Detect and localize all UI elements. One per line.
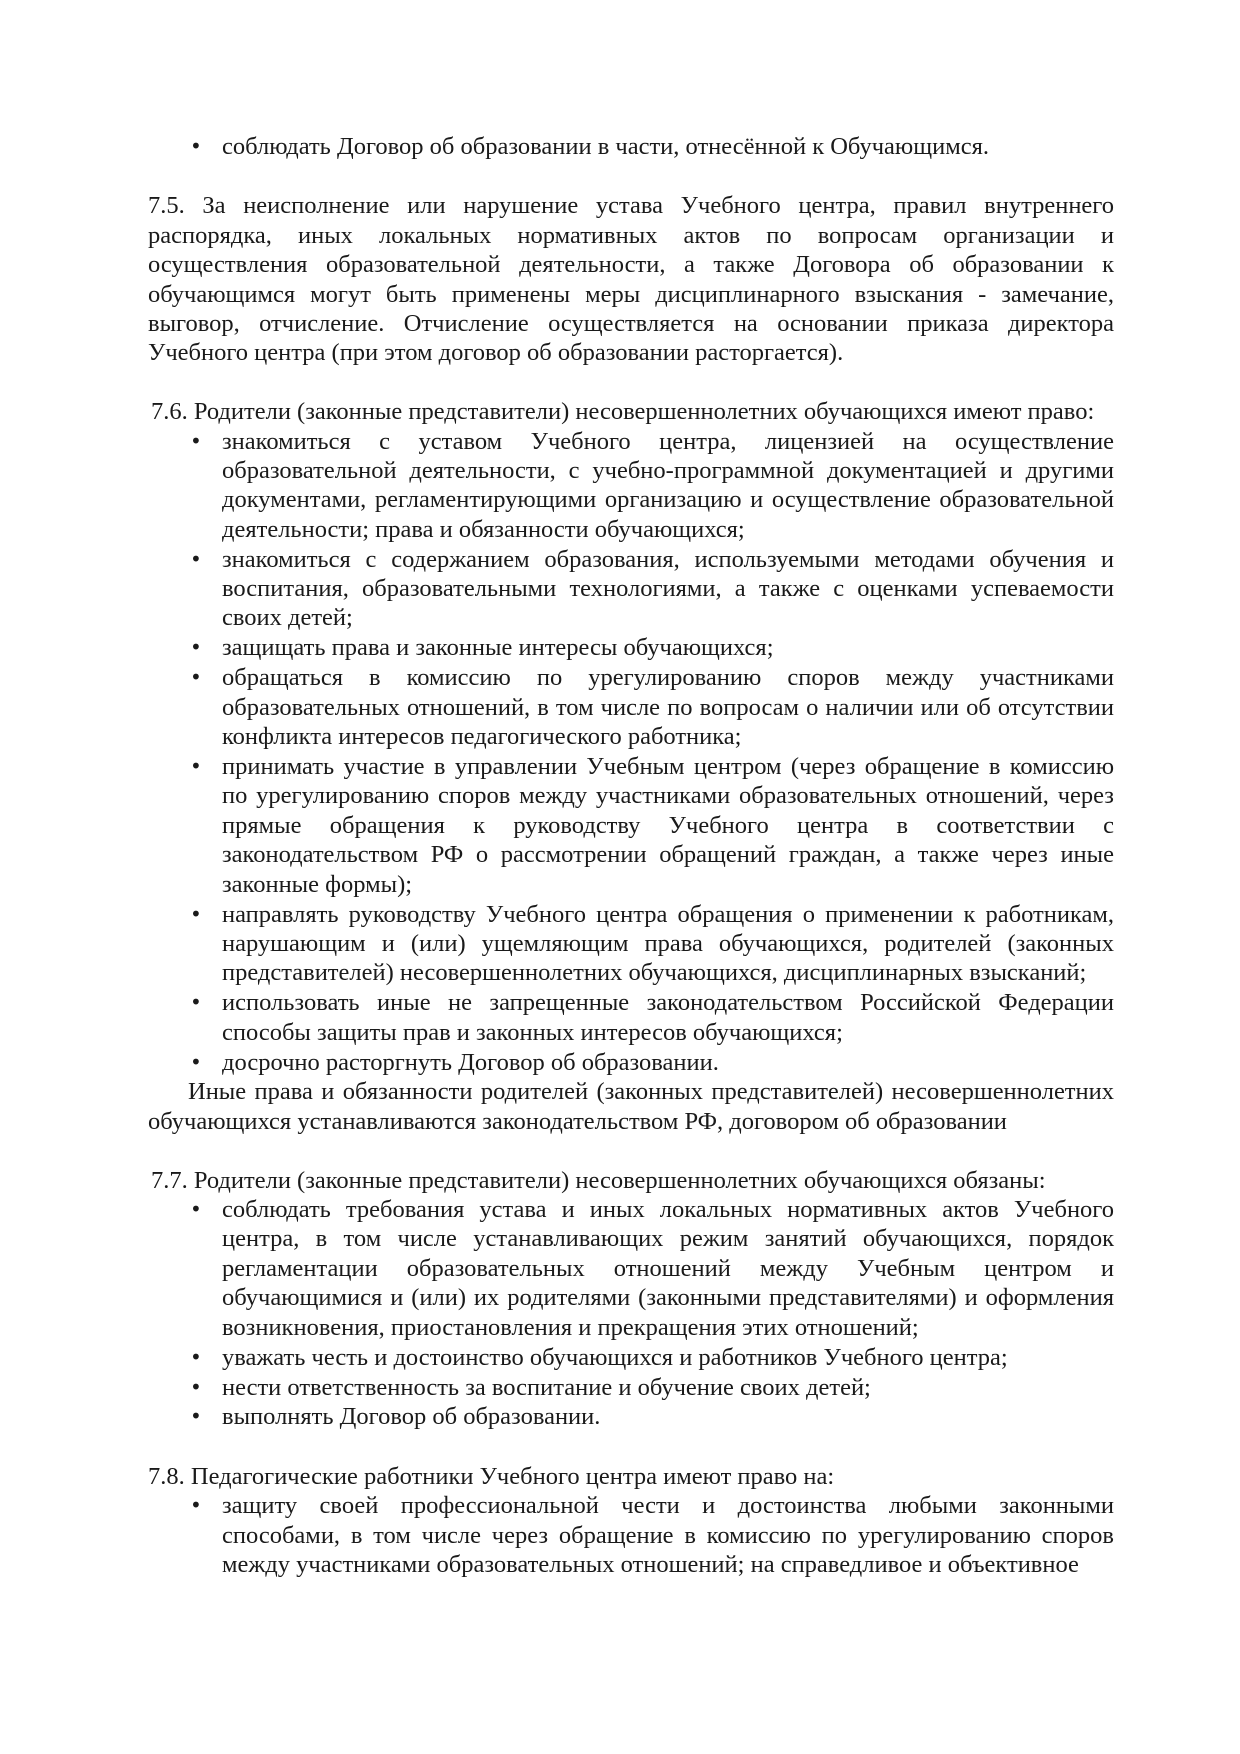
list-item-text: принимать участие в управлении Учебным центром (через обращение в комиссию по урегулированию споров между участниками образовательных отношений, через прямые обращения к руководству Учебного центра в соответствии с законодательством РФ о рассмотрении обращений граждан, а также через иные законные формы);	[222, 753, 1114, 898]
spacer	[148, 1432, 1114, 1461]
bullet-icon: •	[190, 754, 202, 778]
list-item	[190, 1343, 1114, 1372]
list-item-text: знакомиться с содержанием образования, используемыми методами обучения и воспитания, образовательными технологиями, а также с оценками успеваемости своих детей;	[222, 545, 1114, 632]
list-item	[190, 663, 1114, 751]
list-item	[190, 1195, 1114, 1342]
list-item-text: уважать честь и достоинство обучающихся и работников Учебного центра;	[222, 1343, 1008, 1371]
top-bullet-list	[148, 132, 1114, 161]
list-item	[190, 633, 1114, 662]
list-item-text: нести ответственность за воспитание и обучение своих детей;	[222, 1373, 871, 1401]
list-item-text: соблюдать требования устава и иных локальных нормативных актов Учебного центра, в том числе устанавливающих режим занятий обучающихся, порядок регламентации образовательных отношений между Учебным центром и обучающимися и (или) их родителями (законными представителями) и оформления возникновения, приостановления и прекращения этих отношений;	[222, 1196, 1114, 1341]
list-item	[190, 900, 1114, 988]
section-7-6-closing: Иные права и обязанности родителей (законных представителей) несовершеннолетних обучающихся устанавливаются законодательством РФ, договором об образовании	[148, 1078, 1114, 1135]
bullet-icon: •	[190, 1197, 202, 1222]
bullet-icon: •	[190, 1049, 202, 1074]
list-item	[190, 1491, 1114, 1579]
section-7-6-heading: 7.6. Родители (законные представители) несовершеннолетних обучающихся имеют право:	[151, 398, 1095, 426]
section-7-8-heading: 7.8. Педагогические работники Учебного центра имеют право на:	[148, 1462, 835, 1490]
bullet-icon: •	[190, 546, 202, 571]
bullet-icon: •	[190, 134, 202, 158]
list-item-text: выполнять Договор об образовании.	[222, 1403, 601, 1431]
list-item	[190, 427, 1114, 545]
list-item	[190, 1373, 1114, 1402]
bullet-icon: •	[190, 635, 202, 660]
bullet-icon: •	[190, 1344, 202, 1369]
section-7-8-list	[148, 1491, 1114, 1579]
list-item	[190, 752, 1114, 899]
list-item	[190, 988, 1114, 1047]
list-item-text: защиту своей профессиональной чести и достоинства любыми законными способами, в том числе через обращение в комиссию по урегулированию споров между участниками образовательных отношений; на справедливое и объективное	[222, 1492, 1114, 1578]
bullet-icon: •	[190, 1404, 202, 1429]
bullet-icon: •	[190, 901, 202, 926]
section-7-5-paragraph: 7.5. За неисполнение или нарушение устава Учебного центра, правил внутреннего распорядка, иных локальных нормативных актов по вопросам организации и осуществления образовательной деятельности, а также Договора об образовании к обучающимся могут быть применены меры дисциплинарного взыскания - замечание, выговор, отчисление. Отчисление осуществляется на основании приказа директора Учебного центра (при этом договор об образовании расторгается).	[148, 192, 1114, 367]
list-item-text: обращаться в комиссию по урегулированию споров между участниками образовательных отношений, в том числе по вопросам о наличии или об отсутствии конфликта интересов педагогического работника;	[222, 664, 1114, 751]
list-item	[190, 545, 1114, 633]
section-7-6-list	[148, 427, 1114, 1077]
section-7-7-heading: 7.7. Родители (законные представители) несовершеннолетних обучающихся обязаны:	[151, 1166, 1046, 1194]
list-item	[190, 1048, 1114, 1077]
bullet-icon: •	[190, 990, 202, 1015]
list-item-text: знакомиться с уставом Учебного центра, лицензией на осуществление образовательной деятельности, с учебно-программной документацией и другими документами, регламентирующими организацию и осуществление образовательной деятельности; права и обязанности обучающихся;	[222, 427, 1114, 543]
list-item-text: использовать иные не запрещенные законодательством Российской Федерации способы защиты прав и законных интересов обучающихся;	[222, 989, 1114, 1046]
bullet-icon: •	[190, 1374, 202, 1399]
spacer	[148, 368, 1114, 397]
bullet-icon: •	[190, 1493, 202, 1518]
spacer	[148, 1136, 1114, 1165]
list-item	[190, 132, 1114, 161]
list-item-text: досрочно расторгнуть Договор об образовании.	[222, 1048, 719, 1076]
list-item	[190, 1402, 1114, 1431]
spacer	[148, 162, 1114, 191]
list-item-text: направлять руководству Учебного центра обращения о применении к работникам, нарушающим и (или) ущемляющим права обучающихся, родителей (законных представителей) несовершеннолетних обучающихся, дисциплинарных взысканий;	[222, 900, 1114, 987]
list-item-text: защищать права и законные интересы обучающихся;	[222, 634, 774, 662]
list-item-text: соблюдать Договор об образовании в части, отнесённой к Обучающимся.	[222, 133, 989, 160]
bullet-icon: •	[190, 665, 202, 690]
page-body	[148, 132, 1114, 1580]
bullet-icon: •	[190, 428, 202, 453]
section-7-7-list	[148, 1195, 1114, 1432]
